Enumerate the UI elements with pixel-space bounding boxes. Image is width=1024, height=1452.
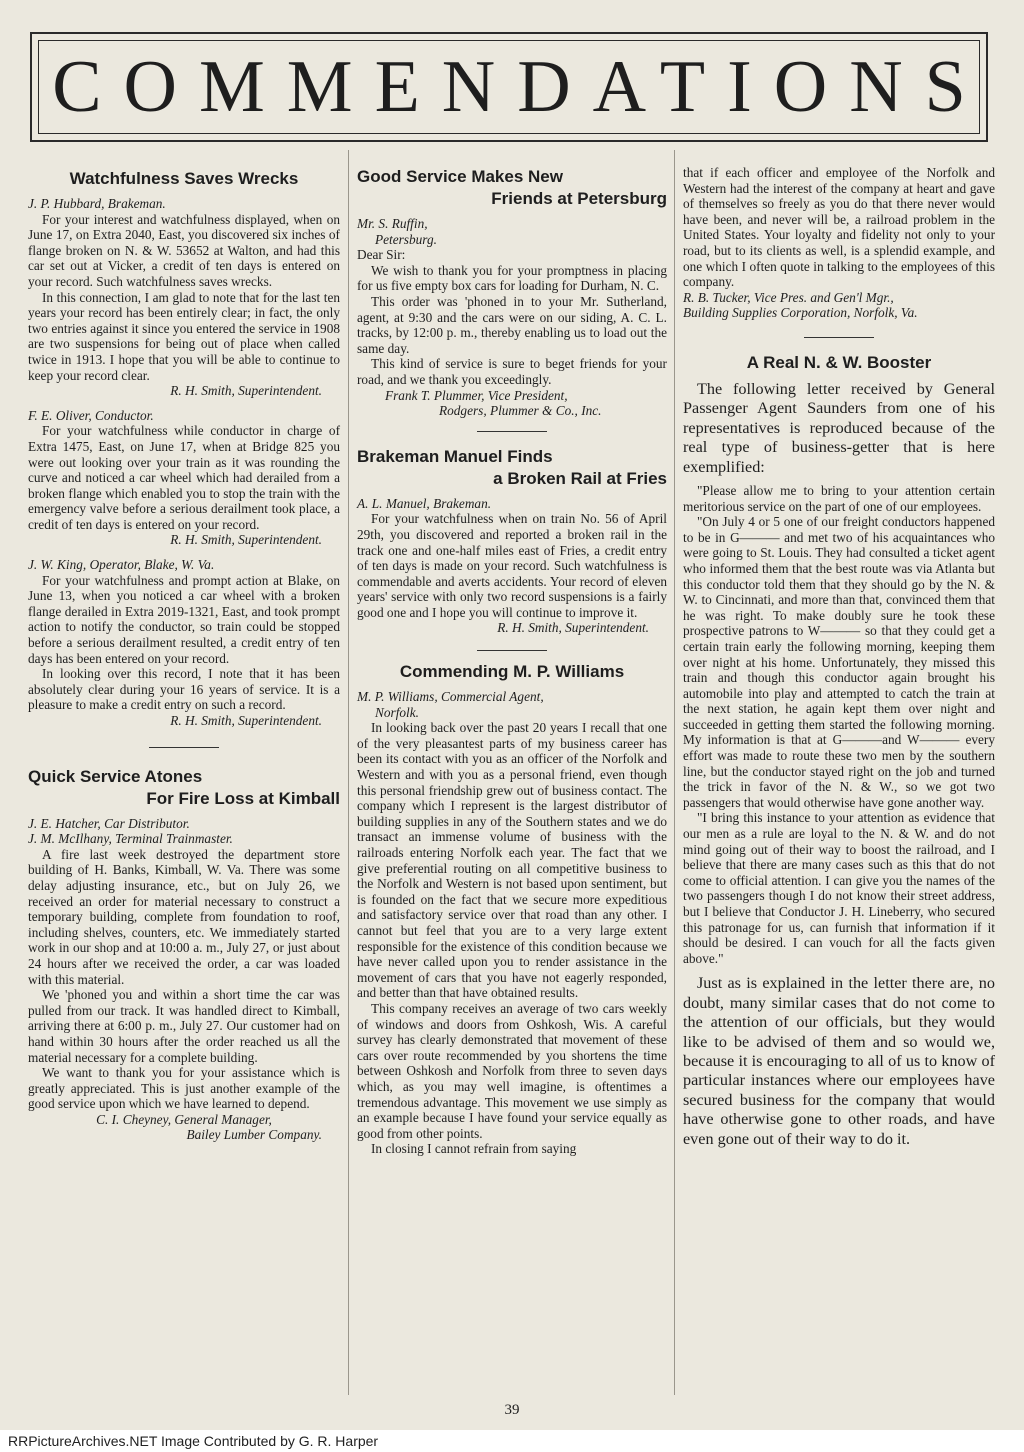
addressee: J. W. King, Operator, Blake, W. Va. [28,557,215,573]
column-divider [348,150,349,1395]
paragraph: This company receives an average of two cars weekly of windows and doors from Oshkosh, Wis. A careful survey has clearly demonstrated that movement of these cars over route recommended by you shortens the time between Oshkosh and Norfolk from three to seven days which, as you may well imagine, is oftentimes a tremendous advantage. This movement we use simply as an example because I have found your service equally as good from other points. [357,1000,667,1141]
signature: R. H. Smith, Superintendent. [170,383,322,399]
paragraph: We 'phoned you and within a short time the car was pulled from our track. It was handled direct to Kimball, arriving there at 6:00 p. m., July 27. Our customer had on hand within 30 hours after the order reached us all the material necessary for a complete building. [28,987,340,1065]
paragraph: For your interest and watchfulness displayed, when on June 17, on Extra 2040, East, you discovered six inches of flange broken on N. & W. 53652 at Walton, and had this car set out at Vicker, a credit of ten days is entered on your record. Such watchfulness saves wrecks. [28,211,340,289]
signature: Rodgers, Plummer & Co., Inc. [439,403,602,419]
paragraph: In looking back over the past 20 years I recall that one of the very pleasantest parts of my business career has been its contact with you as an officer of the Norfolk and Western and with you as a personal friend, even though this personal friendship grew out of business contact. The company which I represent is the largest distributor of building supplies in any of the Southern states and we do transact an immense volume of business with the railroads entering Norfolk each year. The fact that we give preferential routing on all competitive business to the Norfolk and Western is not based upon sentiment, but is founded on the fact that we secure more expeditious and satisfactory service over that road than any other. I cannot but feel that you are to a very large extent responsible for the existence of this condition because we have never called upon you to render assistance in the movement of cars that you have not eagerly responded, and better than that have obtained results. [357,720,667,1001]
paragraph: This kind of service is sure to beget friends for your road, and we thank you exceedingly. [357,356,667,387]
heading-line: Quick Service Atones [28,766,203,786]
addressee: F. E. Oliver, Conductor. [28,407,154,423]
section-rule [477,650,547,651]
quoted-paragraph: "Please allow me to bring to your attention certain meritorious service on the part of one of our employees. [683,482,995,514]
paragraph: that if each officer and employee of the Norfolk and Western had the interest of the company at heart and gave of themselves so freely as you do that there never would have been, and never will be, a railroad problem in the United States. Your loyalty and fidelity not only to your road, but to its clients as well, is a splendid example, and one which I often quote in talking to the employees of this company. [683,165,995,290]
signature: R. H. Smith, Superintendent. [170,532,322,548]
column-right [683,165,995,1149]
heading-line: For Fire Loss at Kimball [146,788,340,808]
paragraph: In closing I cannot refrain from saying [371,1141,577,1157]
column-divider [674,150,675,1395]
addressee: J. M. McIlhany, Terminal Trainmaster. [28,831,233,847]
signature: C. I. Cheyney, General Manager, [96,1111,272,1127]
salutation: Dear Sir: [357,247,406,263]
banner-title: COMMENDATIONS [38,40,980,134]
addressee: A. L. Manuel, Brakeman. [357,495,492,511]
addressee-city: Norfolk. [375,704,419,720]
paragraph: In looking over this record, I note that it has been absolutely clear during your 16 years of service. It is a pleasure to make a credit entry on such a record. [28,666,340,713]
section-rule [477,431,547,432]
signature: Frank T. Plummer, Vice President, [385,387,568,403]
addressee: J. E. Hatcher, Car Distributor. [28,815,190,831]
article-heading [357,166,667,210]
image-credit: RRPictureArchives.NET Image Contributed by G. R. Harper [0,1430,1024,1452]
article-heading: Commending M. P. Williams [399,662,625,682]
heading-line: a Broken Rail at Fries [493,468,667,488]
paragraph: For your watchfulness while conductor in charge of Extra 1475, East, on June 17, when at Bridge 825 you were out looking over your train as it was rounding the curve and noticed a car wheel which had derailed from a broken flange which enabled you to stop the train with the emergency valve before a serious derailment took place, a credit of ten days is entered on your record. [28,423,340,532]
article-heading: A Real N. & W. Booster [746,352,932,372]
addressee-city: Petersburg. [375,231,437,247]
addressee: Mr. S. Ruffin, [357,216,428,231]
heading-line: Good Service Makes New [357,167,563,186]
column-middle [357,162,667,1157]
quoted-paragraph: "On July 4 or 5 one of our freight conductors happened to be in G——— and met two of his acquaintances who were going to St. Louis. They had consulted a ticket agent who informed them that the best route was via Atlanta but this conductor told them that they should go by the N. & W. to Cincinnati, and more than that, convinced them that he was right. To make doubly sure he took these prospective patrons to W——— so that they could get a certain train early the following morning, keeping them over night at his home. Unfortunately, they missed this train and though this conductor again brought his automobile into play and attempted to catch the train at the next station, he again kept them over night and succeeded in getting them started the following morning. My information is that at G———and W——— every effort was made to route these two men by the southern line, but the conductor stayed right on the job and turned the trick in favor of the N. & W., so we got two passengers that would otherwise have gone another way. [683,514,995,810]
paragraph: For your watchfulness when on train No. 56 of April 29th, you discovered and reported a broken rail in the track one and one-half miles east of Fries, a credit entry of ten days is made on your record. Such watchfulness is commendable and averts accidents. Your record of eleven years' service with only two record suspensions is a fairly good one and I hope you will continue to improve it. [357,511,667,620]
paragraph: We want to thank you for your assistance which is greatly appreciated. This is just another example of the good service upon which we have learned to depend. [28,1065,340,1112]
paragraph: We wish to thank you for your promptness in placing for us five empty box cars for loading for Durham, N. C. [357,262,667,294]
heading-line: Brakeman Manuel Finds [357,446,553,466]
column-left [28,162,340,1143]
article-heading [28,766,340,810]
addressee: J. P. Hubbard, Brakeman. [28,196,166,211]
addressee: M. P. Williams, Commercial Agent, [357,689,544,705]
page-number: 39 [504,1402,520,1418]
article-heading: Watchfulness Saves Wrecks [69,169,299,188]
paragraph: For your watchfulness and prompt action at Blake, on June 13, when you noticed a car wheel with a broken flange derailed in Extra 2019-1321, East, and took prompt action to notify the conductor, so train could be stopped before a serious derailment resulted, a credit entry of ten days has been entered on your record. [28,572,340,666]
signature: R. H. Smith, Superintendent. [497,620,649,636]
section-rule [804,337,874,338]
paragraph: This order was 'phoned in to your Mr. Sutherland, agent, at 9:30 and the cars were on our siding, A. C. L. tracks, by 12:00 p. m., thereby enabling us to load out the same day. [357,293,667,356]
article-heading [357,446,667,490]
page-banner [30,32,988,142]
paragraph: A fire last week destroyed the department store building of H. Banks, Kimball, W. Va. There was some delay adjusting insurance, etc., but on July 26, we received an order for material necessary to construct a temporary building, complete from foundation to roof, including shelves, counters, etc. We immediately started work in our shop and at 10:00 a. m., July 27, or just about 24 hours after we received the order, a car was loaded with this material. [28,846,340,987]
heading-line: Friends at Petersburg [491,189,667,208]
signature: R. H. Smith, Superintendent. [170,713,322,728]
paragraph: Just as is explained in the letter there are, no doubt, many similar cases that do not come to the attention of our officials, but they would like to be advised of them and so would we, because it is encouraging to all of us to know of particular instances where our employees have secured business for the company that would have otherwise gone to other roads, and have even gone out of their way to do it. [683,974,995,1148]
signature: R. B. Tucker, Vice Pres. and Gen'l Mgr., [683,289,894,305]
signature: Bailey Lumber Company. [186,1127,322,1143]
quoted-paragraph: "I bring this instance to your attention as evidence that our men as a rule are loyal to the N. & W. and do not mind going out of their way to boost the railroad, and I believe that there are many cases such as this that do not come to official attention. I can give you the names of the two passengers though I do not know their street address, but I believe that Conductor J. H. Lineberry, who secured this patronage for us, can furnish that information if it should be desired. I can vouch for all the facts given above." [683,810,995,966]
signature: Building Supplies Corporation, Norfolk, Va. [683,305,918,321]
section-rule [149,747,219,748]
paragraph: In this connection, I am glad to note that for the last ten years your record has been entirely clear; in fact, the only two entries against it since you entered the service in 1908 are two suspensions for being out of place when called twice in 1913. I hope that you will be able to continue to keep your record clear. [28,289,340,383]
paragraph: The following letter received by General Passenger Agent Saunders from one of his representatives is reproduced because of the real type of business-getter that is here exemplified: [683,379,995,476]
